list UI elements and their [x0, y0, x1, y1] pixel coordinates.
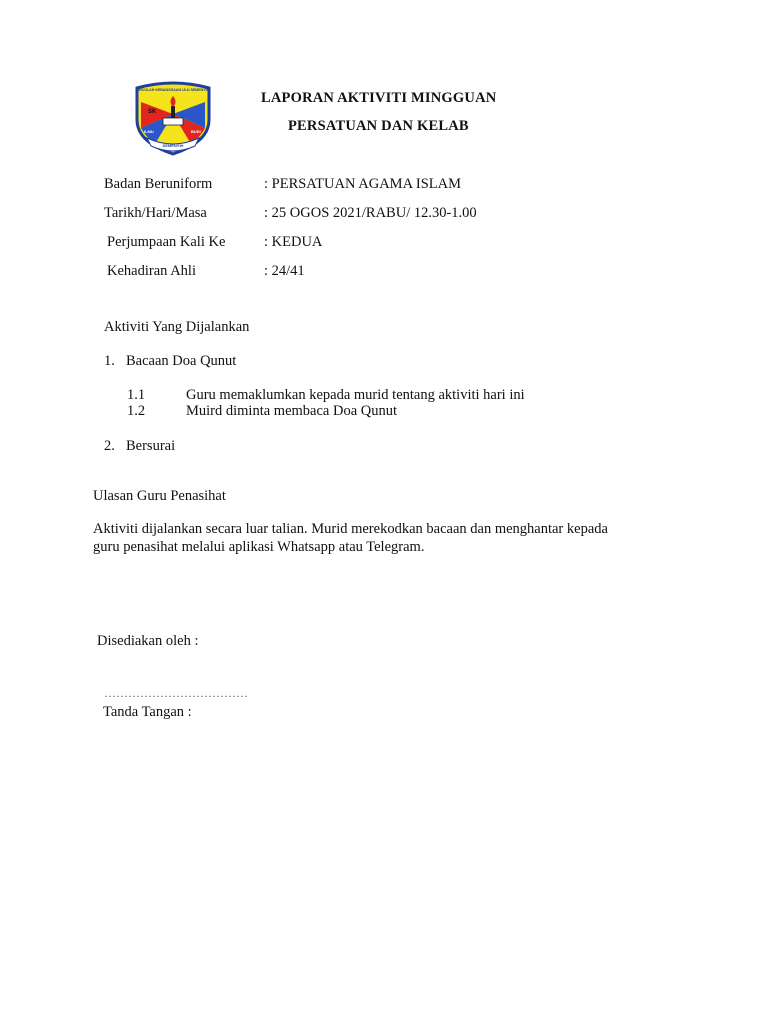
- info-label-tarikh: Tarikh/Hari/Masa: [104, 205, 207, 221]
- info-value-perjumpaan: : KEDUA: [264, 234, 323, 250]
- prepared-by-label: Disediakan oleh :: [97, 633, 199, 649]
- review-heading: Ulasan Guru Penasihat: [93, 488, 226, 504]
- review-line-2: guru penasihat melalui aplikasi Whatsapp atau Telegram.: [93, 539, 425, 555]
- info-label-badan: Badan Beruniform: [104, 176, 213, 192]
- signature-dotted-line: ………………………………: [104, 686, 248, 700]
- activity-number-1: 1.: [104, 353, 115, 369]
- logo-motto-left: ILMU: [144, 129, 154, 134]
- info-value-badan: : PERSATUAN AGAMA ISLAM: [264, 176, 461, 192]
- subactivity-text-1-1: Guru memaklumkan kepada murid tentang aktiviti hari ini: [186, 387, 525, 403]
- info-label-perjumpaan: Perjumpaan Kali Ke: [107, 234, 226, 250]
- info-label-kehadiran: Kehadiran Ahli: [107, 263, 196, 279]
- subactivity-number-1-1: 1.1: [127, 387, 146, 403]
- activities-heading: Aktiviti Yang Dijalankan: [104, 319, 250, 335]
- activity-number-2: 2.: [104, 438, 115, 454]
- logo-bottom-text: SEMENYIH: [162, 143, 184, 148]
- report-title: LAPORAN AKTIVITI MINGGUAN: [261, 90, 497, 106]
- logo-motto-right: BUDI: [191, 129, 201, 134]
- activity-text-2: Bersurai: [126, 438, 176, 454]
- info-value-kehadiran: : 24/41: [264, 263, 305, 279]
- logo-sk-text: SK: [148, 109, 157, 115]
- activity-text-1: Bacaan Doa Qunut: [126, 353, 237, 369]
- review-line-1: Aktiviti dijalankan secara luar talian. Murid merekodkan bacaan dan menghantar kepada: [93, 521, 608, 537]
- school-crest-logo: [133, 80, 213, 156]
- signature-label: Tanda Tangan :: [103, 704, 192, 720]
- info-value-tarikh: : 25 OGOS 2021/RABU/ 12.30-1.00: [264, 205, 477, 221]
- subactivity-number-1-2: 1.2: [127, 403, 146, 419]
- logo-top-text: SEKOLAH KEBANGSAAN ULU SEMENYIH: [136, 88, 210, 92]
- subactivity-text-1-2: Muird diminta membaca Doa Qunut: [186, 403, 398, 419]
- report-subtitle: PERSATUAN DAN KELAB: [288, 118, 469, 134]
